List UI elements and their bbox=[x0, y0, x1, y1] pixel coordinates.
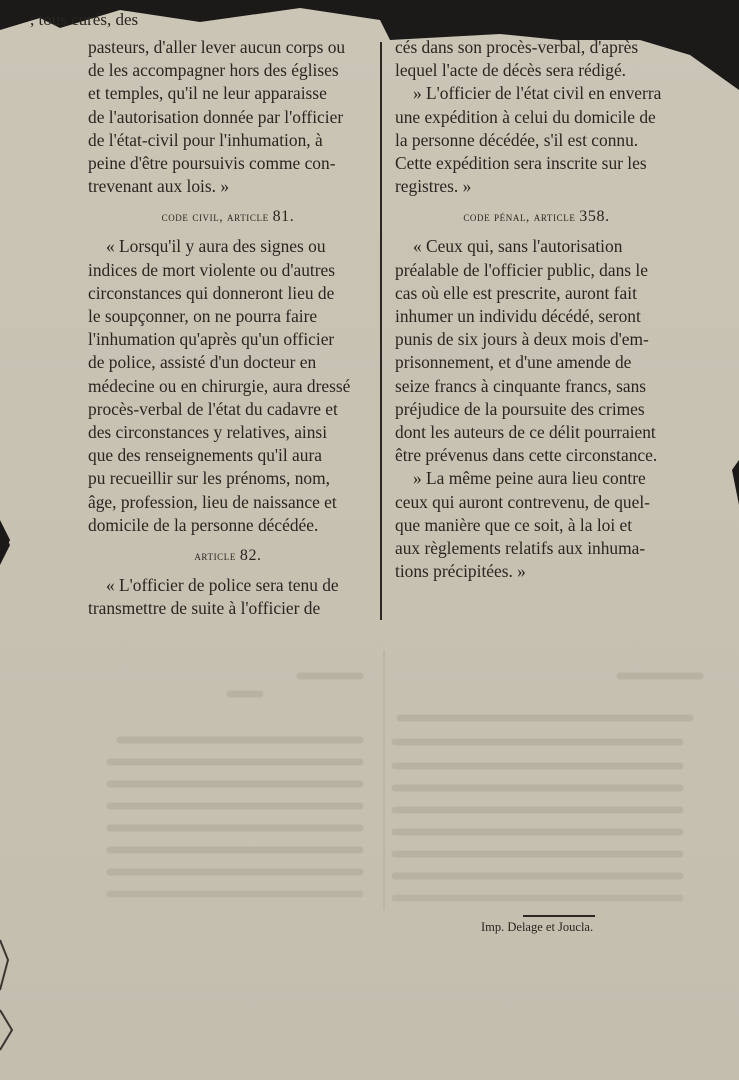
heading-code-civil-81 bbox=[88, 208, 368, 226]
text-line: circonstances qui donneront lieu de bbox=[88, 282, 335, 303]
imprint-rule bbox=[523, 915, 595, 917]
text-line: aux règlements relatifs aux inhuma- bbox=[395, 538, 646, 559]
text-line: domicile de la personne décédée. bbox=[88, 514, 319, 535]
text-line: l'inhumation qu'après qu'un officier bbox=[88, 329, 335, 350]
text-line: être prévenus dans cette circonstance. bbox=[395, 445, 658, 466]
top-fragment-text: , tous curés, des bbox=[30, 10, 139, 29]
text-line: préalable de l'officier public, dans le bbox=[395, 259, 648, 280]
text-line: » La même peine aura lieu contre bbox=[413, 468, 646, 489]
heading-prefix: code civil, article bbox=[161, 209, 269, 225]
text-line: de l'état-civil pour l'inhumation, à bbox=[88, 129, 323, 150]
text-line: prisonnement, et d'une amende de bbox=[395, 352, 632, 373]
text-line: pasteurs, d'aller lever aucun corps ou bbox=[88, 37, 346, 57]
text-line: dont les auteurs de ce délit pourraient bbox=[395, 422, 656, 443]
text-line: transmettre de suite à l'officier de bbox=[88, 598, 321, 619]
text-line: Cette expédition sera inscrite sur les bbox=[395, 153, 647, 174]
right-column bbox=[395, 36, 678, 583]
text-line: ceux qui auront contrevenu, de quel- bbox=[395, 491, 650, 512]
heading-prefix: code pénal, article bbox=[463, 209, 576, 225]
text-line: » L'officier de l'état civil en enverra bbox=[413, 83, 662, 104]
text-line: la personne décédée, s'il est connu. bbox=[395, 129, 639, 150]
text-line: « Lorsqu'il y aura des signes ou bbox=[106, 236, 326, 257]
heading-number: 358. bbox=[579, 208, 610, 226]
text-line: registres. » bbox=[395, 176, 472, 197]
heading-number: 81. bbox=[272, 208, 295, 226]
text-line: trevenant aux lois. » bbox=[88, 176, 230, 197]
heading-prefix: article bbox=[194, 548, 236, 564]
text-line: cés dans son procès-verbal, d'après bbox=[395, 37, 639, 57]
text-line: procès-verbal de l'état du cadavre et bbox=[88, 398, 338, 419]
text-line: inhumer un individu décédé, seront bbox=[395, 306, 641, 327]
left-column bbox=[88, 36, 368, 620]
text-line: indices de mort violente ou d'autres bbox=[88, 259, 336, 280]
text-line: que des renseignements qu'il aura bbox=[88, 445, 322, 466]
text-line: de les accompagner hors des églises bbox=[88, 60, 339, 81]
text-line: une expédition à celui du domicile de bbox=[395, 106, 656, 127]
text-line: punis de six jours à deux mois d'em- bbox=[395, 329, 649, 350]
text-line: « L'officier de police sera tenu de bbox=[106, 575, 339, 596]
text-line: que manière que ce soit, à la loi et bbox=[395, 514, 633, 535]
text-line: lequel l'acte de décès sera rédigé. bbox=[395, 60, 627, 81]
text-line: et temples, qu'il ne leur apparaisse bbox=[88, 83, 327, 104]
text-line: « Ceux qui, sans l'autorisation bbox=[413, 236, 623, 257]
column-rule bbox=[380, 42, 382, 620]
text-line: seize francs à cinquante francs, sans bbox=[395, 375, 647, 396]
text-line: médecine ou en chirurgie, aura dressé bbox=[88, 375, 351, 396]
text-line: âge, profession, lieu de naissance et bbox=[88, 491, 337, 512]
text-line: de l'autorisation donnée par l'officier bbox=[88, 106, 344, 127]
printer-imprint: Imp. Delage et Joucla. bbox=[481, 920, 594, 934]
text-line: pu recueillir sur les prénoms, nom, bbox=[88, 468, 330, 489]
torn-top-edge bbox=[0, 0, 739, 32]
text-line: cas où elle est prescrite, auront fait bbox=[395, 282, 637, 303]
heading-number: 82. bbox=[239, 547, 262, 565]
text-line: préjudice de la poursuite des crimes bbox=[395, 398, 645, 419]
text-line: des circonstances y relatives, ainsi bbox=[88, 422, 328, 443]
heading-article-82 bbox=[88, 547, 368, 565]
text-line: de police, assisté d'un docteur en bbox=[88, 352, 317, 373]
text-line: tions précipitées. » bbox=[395, 561, 526, 582]
text-line: le soupçonner, on ne pourra faire bbox=[88, 306, 318, 327]
heading-code-penal-358 bbox=[395, 208, 678, 226]
text-line: peine d'être poursuivis comme con- bbox=[88, 153, 336, 174]
